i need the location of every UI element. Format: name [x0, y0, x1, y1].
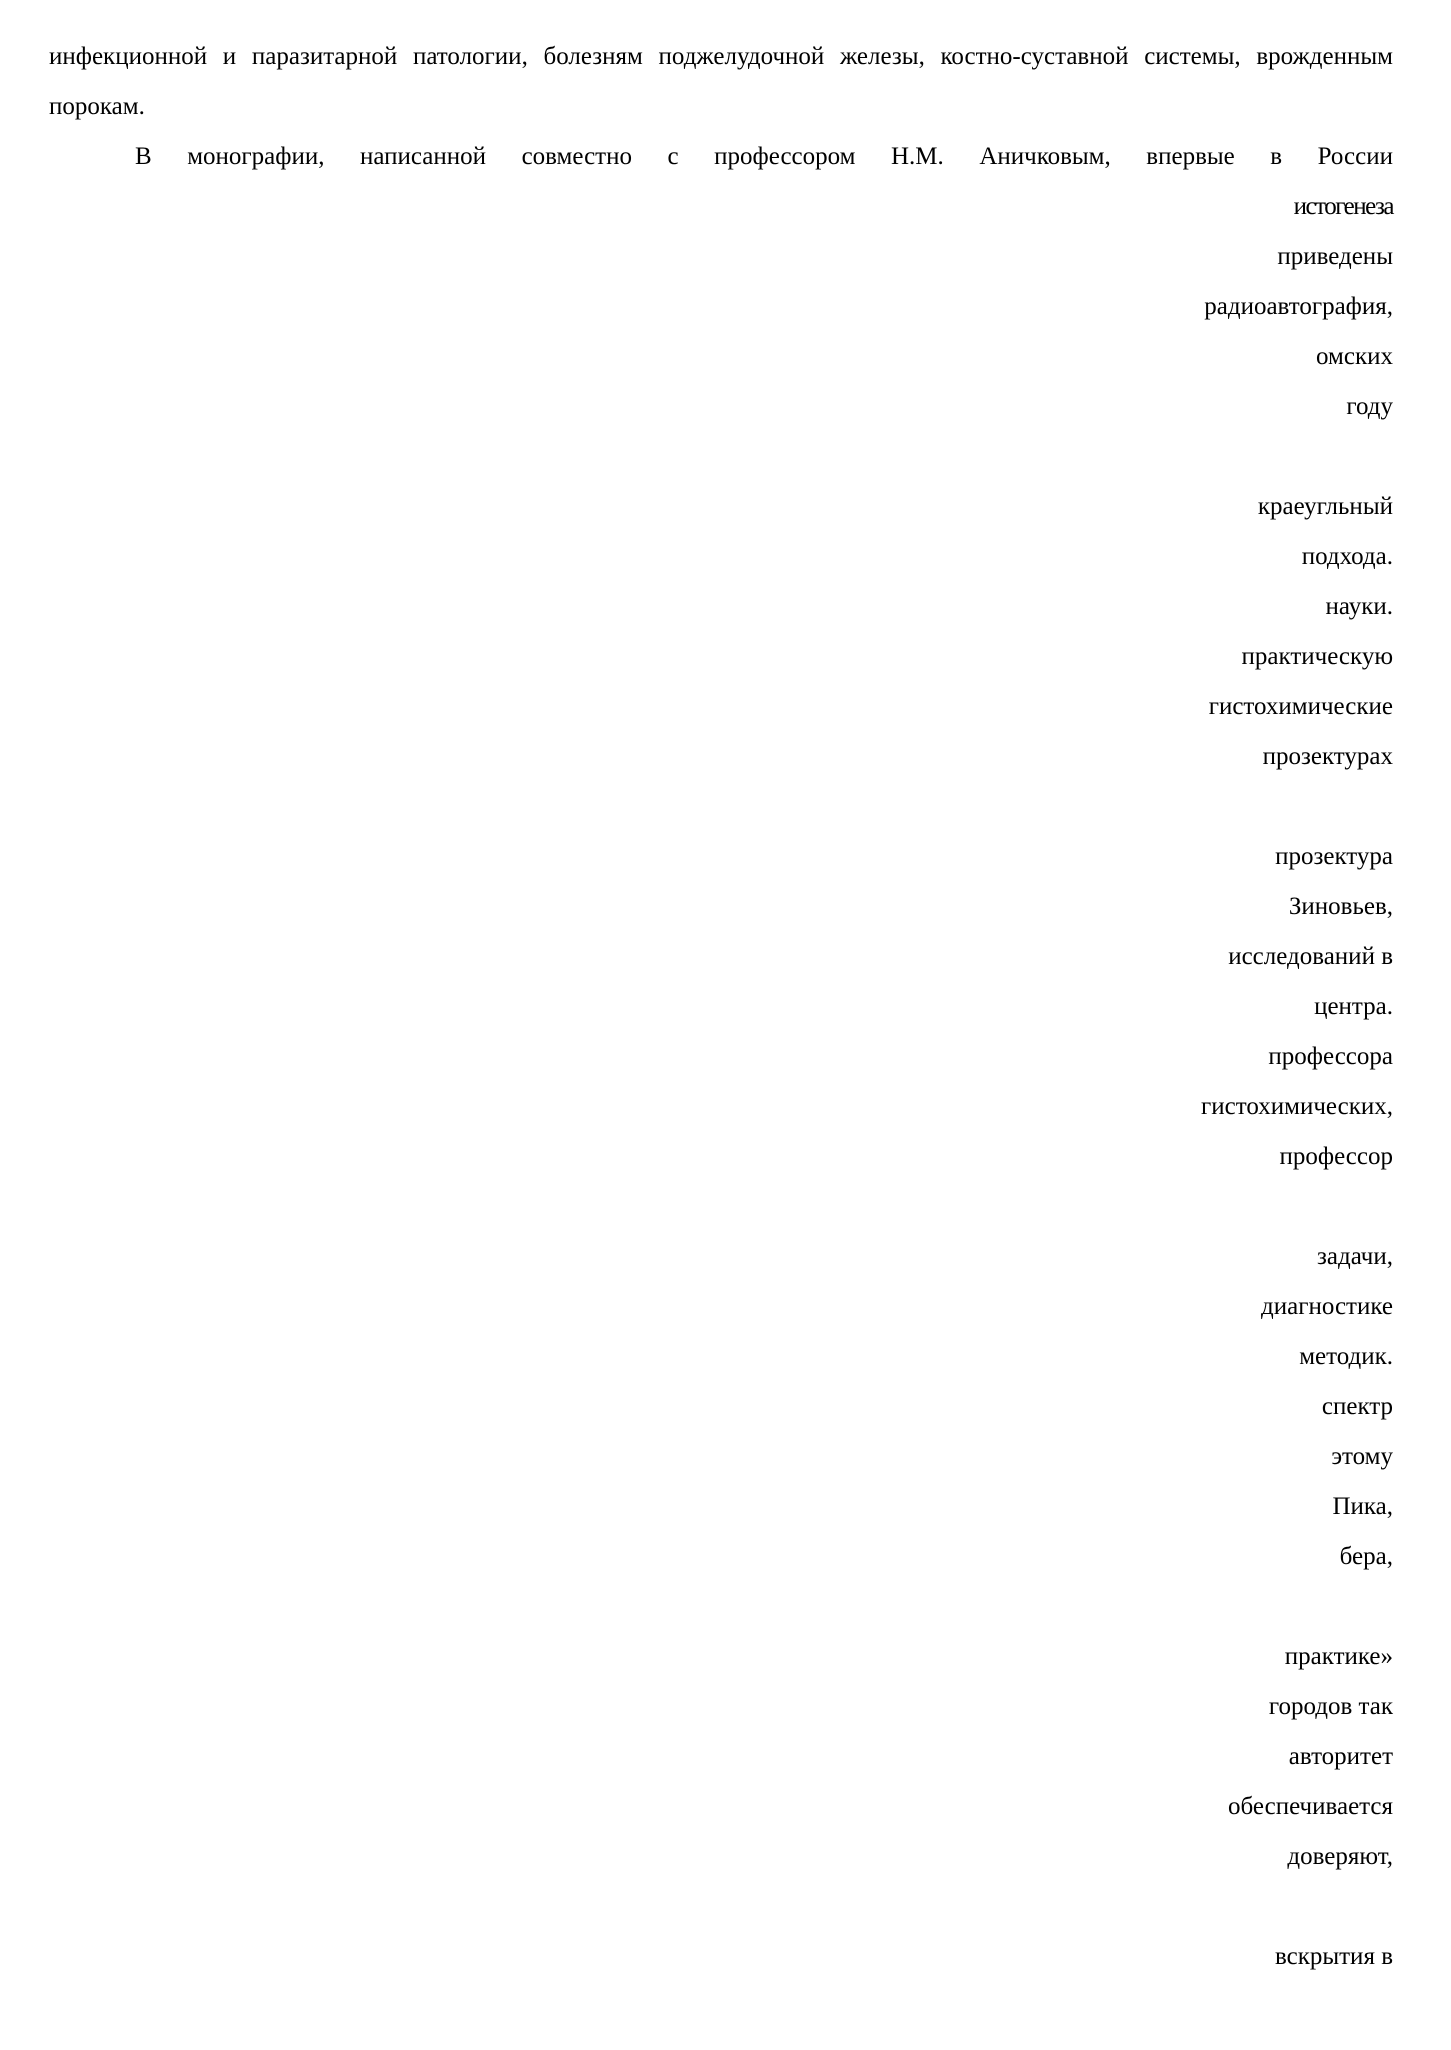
line-fragment: прозектура: [1275, 843, 1393, 870]
line-fragment: [493, 1182, 1393, 1232]
line-fragment: спектр: [1321, 1393, 1393, 1420]
line-fragment: диагностике: [1261, 1293, 1393, 1320]
line-fragment: обеспечивается: [1227, 1793, 1393, 1820]
line-fragment: этому: [1331, 1443, 1393, 1470]
right-aligned-line-fragments: [493, 182, 1393, 1982]
line-fragment: бера,: [1339, 1543, 1393, 1570]
line-fragment: приведены: [1277, 243, 1393, 270]
line-fragment: практике»: [1284, 1643, 1393, 1670]
line-fragment: доверяют,: [1287, 1843, 1393, 1870]
line-fragment: профессор: [1279, 1143, 1393, 1170]
line-fragment: методик.: [1299, 1343, 1393, 1370]
line-fragment: гистохимических,: [1201, 1093, 1393, 1120]
line-fragment: задачи,: [1317, 1243, 1393, 1270]
line-fragment: авторитет: [1288, 1743, 1393, 1770]
line-fragment: городов так: [1268, 1693, 1393, 1720]
line-fragment: году: [1346, 393, 1393, 420]
line-fragment: науки.: [1325, 593, 1393, 620]
line-fragment: Зиновьев,: [1288, 893, 1393, 920]
line-fragment: подхода.: [1301, 543, 1393, 570]
line-fragment: [493, 432, 1393, 482]
line-fragment: прозектурах: [1262, 743, 1393, 770]
line-fragment: истогенеза: [1293, 193, 1393, 220]
line-fragment: [493, 1882, 1393, 1932]
line-fragment: краеугльный: [1257, 493, 1393, 520]
line-fragment: профессора: [1268, 1043, 1393, 1070]
line-fragment: [493, 1582, 1393, 1632]
line-fragment: центра.: [1314, 993, 1393, 1020]
line-fragment: омских: [1316, 343, 1393, 370]
line-fragment: гистохимические: [1208, 693, 1393, 720]
line-fragment: Пика,: [1332, 1493, 1393, 1520]
line-fragment: практическую: [1241, 643, 1393, 670]
paragraph-continuation: инфекционной и паразитарной патологии, болезням поджелудочной железы, костно-суставной системы, врожденным порокам.: [49, 43, 1393, 120]
line-fragment: [493, 782, 1393, 832]
line-fragment: радиоавтография,: [1204, 293, 1393, 320]
line-fragment: вскрытия в: [1274, 1943, 1393, 1970]
line-fragment: исследований в: [1228, 943, 1393, 970]
paragraph-monograph-first-line: В монографии, написанной совместно с профессором Н.М. Аничковым, впервые в России: [135, 143, 1393, 170]
